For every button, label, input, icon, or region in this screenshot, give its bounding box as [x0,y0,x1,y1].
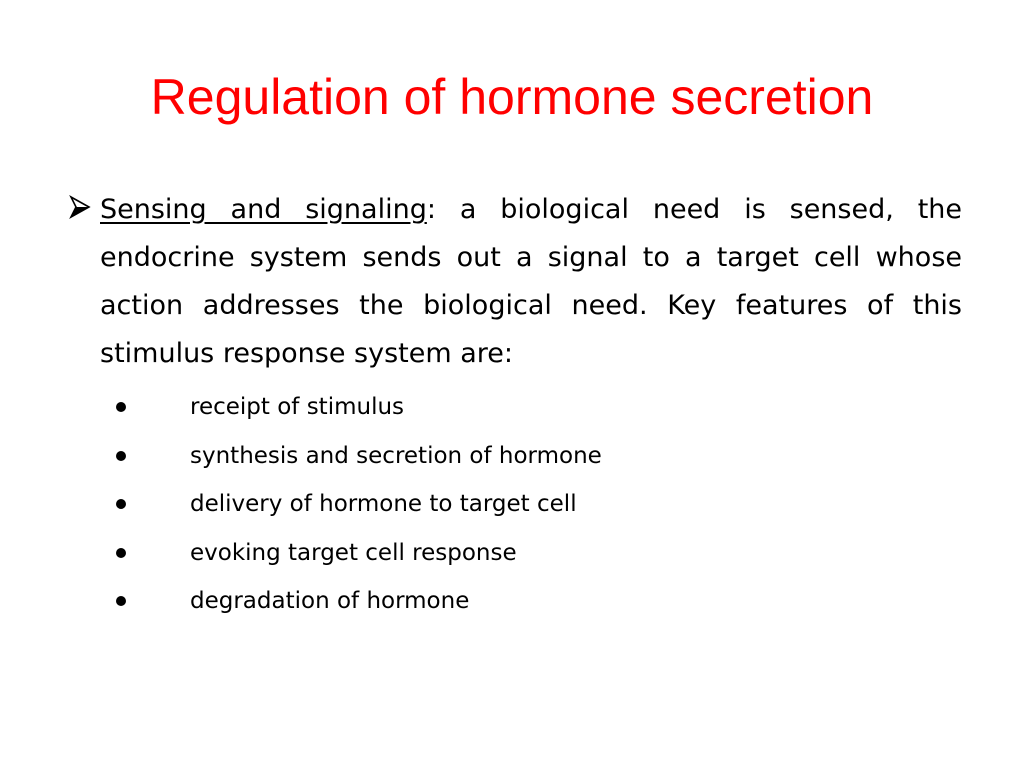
sub-bullet-item [112,432,912,481]
sub-bullet-text: delivery of hormone to target cell [190,491,577,517]
bullet-dot-icon [116,596,126,606]
sub-bullet-text: synthesis and secretion of hormone [190,442,602,469]
sub-bullet-item [112,529,912,578]
bullet-dot-icon [116,548,126,558]
slide-title: Regulation of hormone secretion [150,69,874,125]
sub-bullet-list [112,383,912,626]
bullet-dot-icon [116,402,126,412]
arrow-bullet-icon [68,194,92,220]
main-bullet-description: : a biological need is sensed, the endocrine system sends out a signal to a target cell whose action addresses the biological need. Key features of this stimulus response system are: [100,194,963,369]
sub-bullet-text: degradation of hormone [190,588,470,614]
sub-bullet-text: receipt of stimulus [190,394,405,420]
sub-bullet-item [112,577,912,626]
sub-bullet-text: evoking target cell response [190,539,517,566]
sub-bullet-item [112,480,912,529]
sub-bullet-item [112,383,912,432]
term-sensing-and-signaling: Sensing and signaling [100,194,427,225]
bullet-dot-icon [116,499,126,509]
bullet-dot-icon [116,451,126,461]
main-bullet-text [100,186,962,378]
